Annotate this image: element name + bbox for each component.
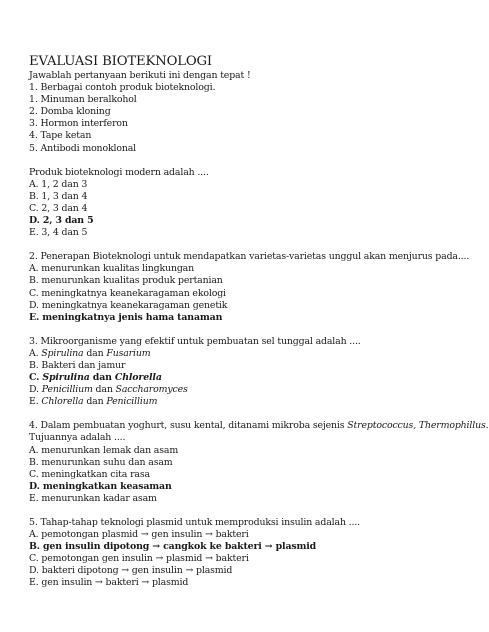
- conjunction: dan: [89, 372, 115, 384]
- species-name: Streptococcus, Thermophillus.: [347, 420, 489, 432]
- instruction: Jawablah pertanyaan berikuti ini dengan tepat !: [29, 70, 251, 81]
- answer-option-correct: E. meningkatnya jenis hama tanaman: [29, 311, 223, 323]
- answer-option: D. meningkatnya keanekaragaman genetik: [29, 299, 228, 311]
- list-item: 3. Hormon interferon: [29, 118, 128, 130]
- conjunction: dan: [83, 347, 107, 359]
- question-4: [29, 420, 489, 505]
- species-name: Saccharomyces: [115, 384, 188, 396]
- option-letter: D.: [29, 384, 42, 396]
- answer-option: B. menurunkan suhu dan asam: [29, 456, 173, 468]
- answer-option-correct: D. meningkatkan keasaman: [29, 480, 172, 492]
- answer-option: B. Bakteri dan jamur: [29, 359, 126, 371]
- question-stem: 5. Tahap-tahap teknologi plasmid untuk memproduksi insulin adalah ....: [29, 517, 360, 528]
- conjunction: dan: [92, 384, 116, 396]
- question-stem: 3. Mikroorganisme yang efektif untuk pembuatan sel tunggal adalah ....: [29, 335, 361, 347]
- answer-option: A. 1, 2 dan 3: [29, 178, 88, 190]
- question-stem: [29, 420, 489, 432]
- answer-option: E. gen insulin → bakteri → plasmid: [29, 577, 189, 589]
- conjunction: dan: [83, 396, 107, 408]
- question-prompt: Produk bioteknologi modern adalah ....: [29, 166, 209, 178]
- answer-option: B. 1, 3 dan 4: [29, 190, 88, 202]
- question-3: [29, 336, 460, 409]
- question-stem-continued: Tujuannya adalah ....: [29, 432, 126, 444]
- species-name: Fusarium: [106, 347, 151, 359]
- answer-option: [29, 396, 460, 408]
- answer-option: A. menurunkan lemak dan asam: [29, 444, 179, 456]
- answer-option: [29, 384, 460, 396]
- species-name: Chlorella: [114, 372, 162, 384]
- worksheet-content: [29, 54, 489, 590]
- answer-option-correct: B. gen insulin dipotong → cangkok ke bakteri → plasmid: [29, 541, 317, 553]
- question-stem: 1. Berbagai contoh produk bioteknologi.: [29, 82, 216, 94]
- answer-option: B. menurunkan kualitas produk pertanian: [29, 275, 223, 287]
- species-name: Penicillium: [41, 384, 93, 396]
- answer-option: E. 3, 4 dan 5: [29, 227, 88, 239]
- answer-option: C. meningkatkan cita rasa: [29, 468, 150, 480]
- option-letter: C.: [29, 372, 43, 384]
- option-letter: A.: [29, 347, 42, 359]
- list-item: 5. Antibodi monoklonal: [29, 142, 136, 154]
- question-stem: 2. Penerapan Bioteknologi untuk mendapatkan varietas-varietas unggul akan menjurus pada....: [29, 251, 470, 263]
- question-1: [29, 82, 460, 239]
- option-letter: E.: [29, 396, 42, 408]
- answer-option: [29, 348, 460, 360]
- species-name: Penicillium: [106, 396, 158, 408]
- answer-option: A. menurunkan kualitas lingkungan: [29, 263, 195, 275]
- answer-option-correct: D. 2, 3 dan 5: [29, 215, 94, 227]
- species-name: Spirulina: [41, 347, 84, 359]
- worksheet-title: EVALUASI BIOTEKNOLOGI: [29, 54, 212, 69]
- question-5: [29, 517, 460, 590]
- answer-option: C. 2, 3 dan 4: [29, 202, 88, 214]
- answer-option: A. pemotongan plasmid → gen insulin → bakteri: [29, 529, 249, 541]
- species-name: Spirulina: [42, 372, 90, 384]
- answer-option-correct: [29, 372, 460, 384]
- question-2: [29, 251, 470, 324]
- stem-text: 4. Dalam pembuatan yoghurt, susu kental, ditanami mikroba sejenis: [29, 420, 348, 432]
- list-item: 4. Tape ketan: [29, 130, 92, 142]
- species-name: Chlorella: [41, 396, 84, 408]
- list-item: 2. Domba kloning: [29, 106, 111, 118]
- list-item: 1. Minuman beralkohol: [29, 94, 137, 106]
- answer-option: C. pemotongan gen insulin → plasmid → bakteri: [29, 553, 249, 565]
- answer-option: D. bakteri dipotong → gen insulin → plasmid: [29, 565, 233, 577]
- answer-option: C. meningkatnya keanekaragaman ekologi: [29, 287, 226, 299]
- answer-option: E. menurunkan kadar asam: [29, 492, 157, 504]
